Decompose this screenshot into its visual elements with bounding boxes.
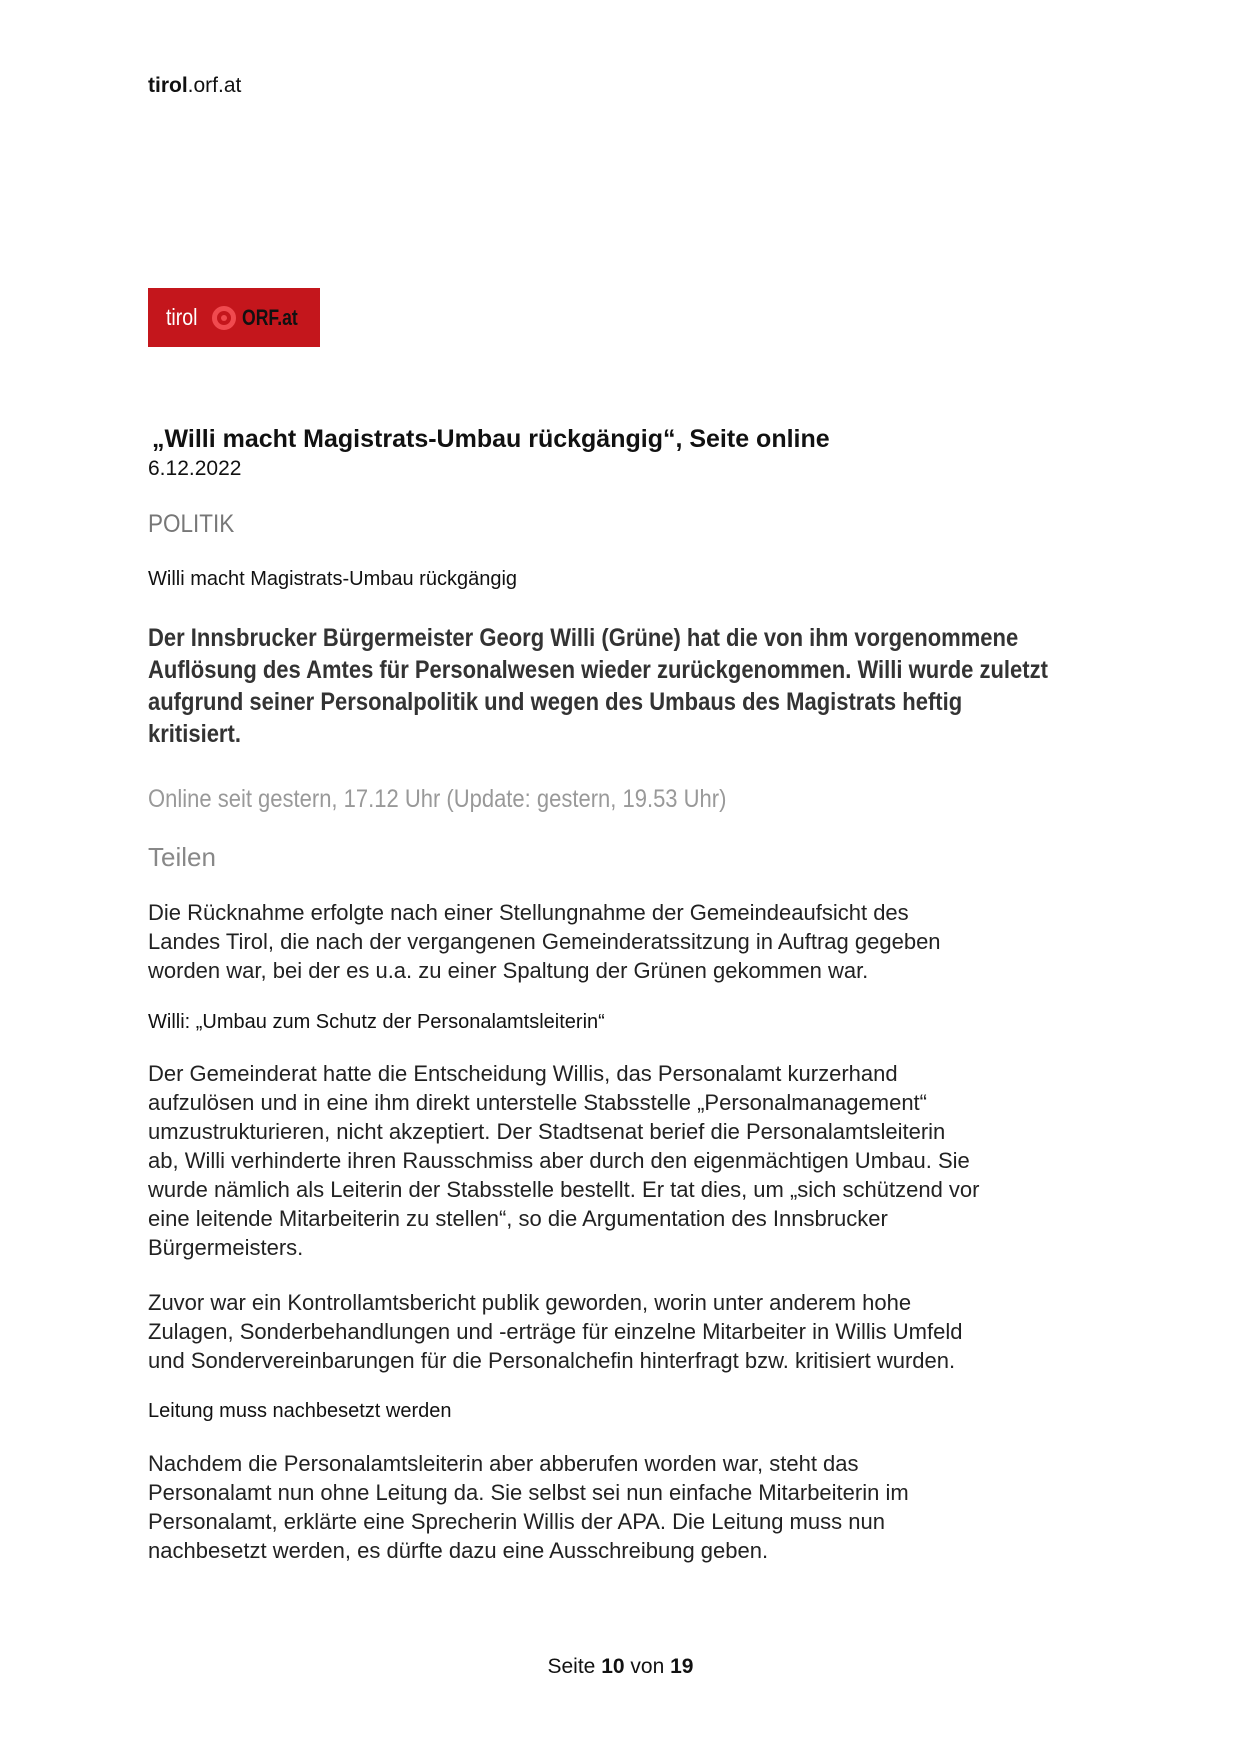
total-pages: 19	[670, 1655, 694, 1678]
article-subtitle: Willi macht Magistrats-Umbau rückgängig	[148, 568, 518, 590]
article-lead: Der Innsbrucker Bürgermeister Georg Willi (Grüne) hat die von ihm vorgenommene Auflösung des Amtes für Personalwesen wieder zurückgenommen. Willi wurde zuletzt aufgrund seiner Personalpolitik und wegen des Umbaus des Magistrats heftig kritisiert.	[148, 624, 1048, 748]
page-of: von	[630, 1655, 665, 1678]
page-prefix: Seite	[547, 1655, 596, 1678]
subheading-1: Willi: „Umbau zum Schutz der Personalamtsleiterin“	[148, 1011, 605, 1033]
site-name	[148, 74, 241, 98]
paragraph-3: Zuvor war ein Kontrollamtsbericht publik geworden, worin unter anderem hohe Zulagen, Sonderbehandlungen und -erträge für einzelne Mitarbeiter in Willis Umfeld und Sondervereinbarungen für die Personalchefin hinterfragt bzw. kritisiert wurden.	[148, 1290, 963, 1373]
current-page: 10	[601, 1655, 625, 1678]
paragraph-4: Nachdem die Personalamtsleiterin aber abberufen worden war, steht das Personalamt nun ohne Leitung da. Sie selbst sei nun einfache Mitarbeiterin im Personalamt, erklärte eine Sprecherin Willis der APA. Die Leitung muss nun nachbesetzt werden, es dürfte dazu eine Ausschreibung geben.	[148, 1451, 909, 1563]
orf-eye-icon	[212, 306, 236, 330]
site-name-rest: .orf.at	[187, 74, 242, 97]
article-headline: „Willi macht Magistrats-Umbau rückgängig“, Seite online	[152, 425, 830, 453]
paragraph-2: Der Gemeinderat hatte die Entscheidung Willis, das Personalamt kurzerhand aufzulösen und in eine ihm direkt unterstelle Stabsstelle „Personalmanagement“ umzustrukturieren, nicht akzeptiert. Der Stadtsenat berief die Personalamtsleiterin ab, Willi verhinderte ihren Rausschmiss aber durch den eigenmächtigen Umbau. Sie wurde nämlich als Leiterin der Stabsstelle bestellt. Er tat dies, um „sich schützend vor eine leitende Mitarbeiterin zu stellen“, so die Argumentation des Innsbrucker Bürgermeisters.	[148, 1061, 980, 1260]
logo-tirol-text: tirol	[166, 304, 198, 330]
paragraph-1: Die Rücknahme erfolgte nach einer Stellungnahme der Gemeindeaufsicht des Landes Tirol, die nach der vergangenen Gemeinderatssitzung in Auftrag gegeben worden war, bei der es u.a. zu einer Spaltung der Grünen gekommen war.	[148, 900, 941, 983]
online-timestamp: Online seit gestern, 17.12 Uhr (Update: gestern, 19.53 Uhr)	[148, 785, 727, 813]
page-number	[0, 1655, 1241, 1679]
article-date: 6.12.2022	[148, 457, 242, 480]
share-link[interactable]: Teilen	[148, 842, 216, 872]
subheading-2: Leitung muss nachbesetzt werden	[148, 1400, 452, 1422]
logo-orf-text: ORF.at	[242, 304, 298, 330]
category-label: POLITIK	[148, 510, 235, 538]
site-name-bold: tirol	[148, 74, 188, 97]
orf-tirol-logo	[148, 288, 320, 347]
